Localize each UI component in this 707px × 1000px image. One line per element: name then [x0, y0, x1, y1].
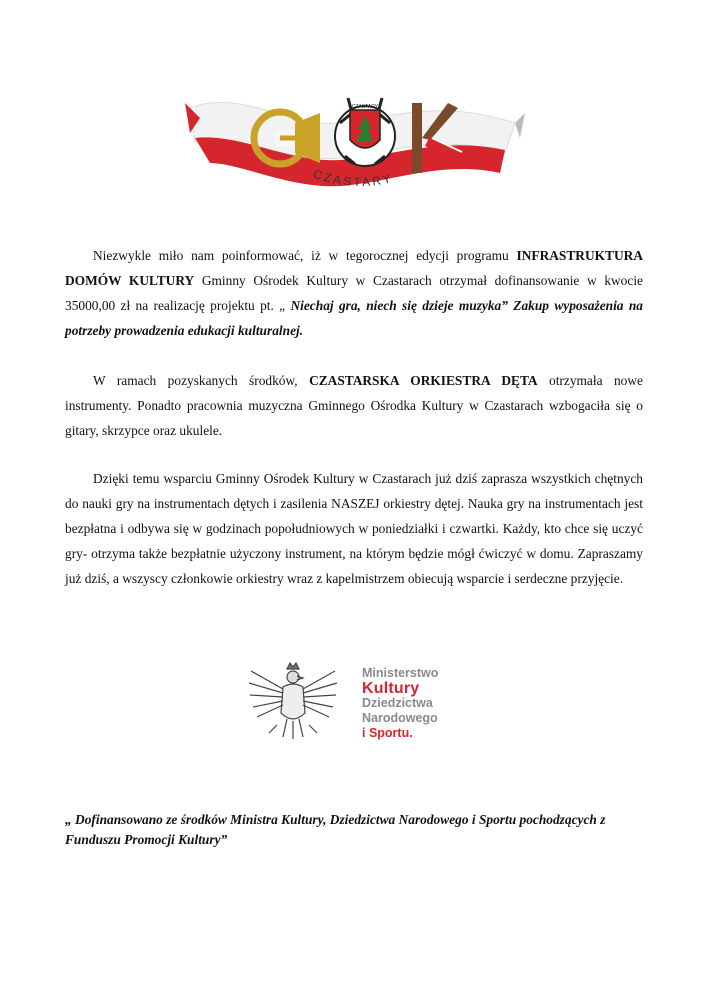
ministry-logo [362, 666, 492, 741]
ministry-line-2: Kultury [362, 680, 420, 697]
funding-note: „ Dofinansowano ze środków Ministra Kultury, Dziedzictwa Narodowego i Sportu pochodzących z Funduszu Promocji Kultury” [65, 812, 606, 847]
p1-text-b: Gminny Ośrodek Kultury w Czastarach otrzymał dofinansowanie w kwocie 35000,00 zł na realizację projektu pt. „ [65, 273, 643, 313]
p1-text-a: Niezwykle miło nam poinformować, iż w tegorocznej edycji programu [93, 248, 517, 263]
p2-orchestra-name: CZASTARSKA ORKIESTRA DĘTA [309, 373, 538, 388]
svg-text:CZASTARY: CZASTARY [311, 168, 395, 190]
p2-text-b: otrzymała nowe instrumenty. Ponadto pracownia muzyczna Gminnego Ośrodka Kultury w Czastarach wzbogaciła się o gitary, skrzypce oraz ukulele. [65, 373, 643, 438]
ministry-line-1: Ministerstwo [362, 666, 439, 680]
p1-project-title: Niechaj gra, niech się dzieje muzyka” Zakup wyposażenia na potrzeby prowadzenia edukacji kulturalnej. [65, 298, 643, 338]
logo-caption [300, 168, 420, 198]
p1-program-name: INFRASTRUKTURA DOMÓW KULTURY [65, 248, 643, 288]
ministry-line-5: i Sportu. [362, 726, 413, 740]
p3-text: Dzięki temu wsparciu Gminny Ośrodek Kultury w Czastarach już dziś zaprasza wszystkich chętnych do nauki gry na instrumentach dętych i zasilenia NASZEJ orkiestry dętej. Nauka gry na instrumentach jest bezpłatna i odbywa się w godzinach popołudniowych w poniedziałki i czwartki. Każdy, kto chce się uczyć gry- otrzyma także bezpłatnie użyczony instrument, na którym będzie mógł ćwiczyć w domu. Zapraszamy już dziś, a wszyscy członkowie orkiestry wraz z kapelmistrzem obiecują wsparcie i serdeczne przyjęcie. [65, 471, 643, 586]
ministry-line-4: Narodowego [362, 711, 438, 725]
paragraph-grant-announcement [65, 243, 643, 343]
p2-text-a: W ramach pozyskanych środków, [93, 373, 310, 388]
ministry-line-3: Dziedzictwa [362, 696, 433, 710]
paragraph-instruments [65, 368, 643, 443]
polish-eagle-emblem [247, 661, 339, 743]
shield-text: CZASTARY [351, 104, 379, 110]
paragraph-invitation [65, 466, 643, 591]
